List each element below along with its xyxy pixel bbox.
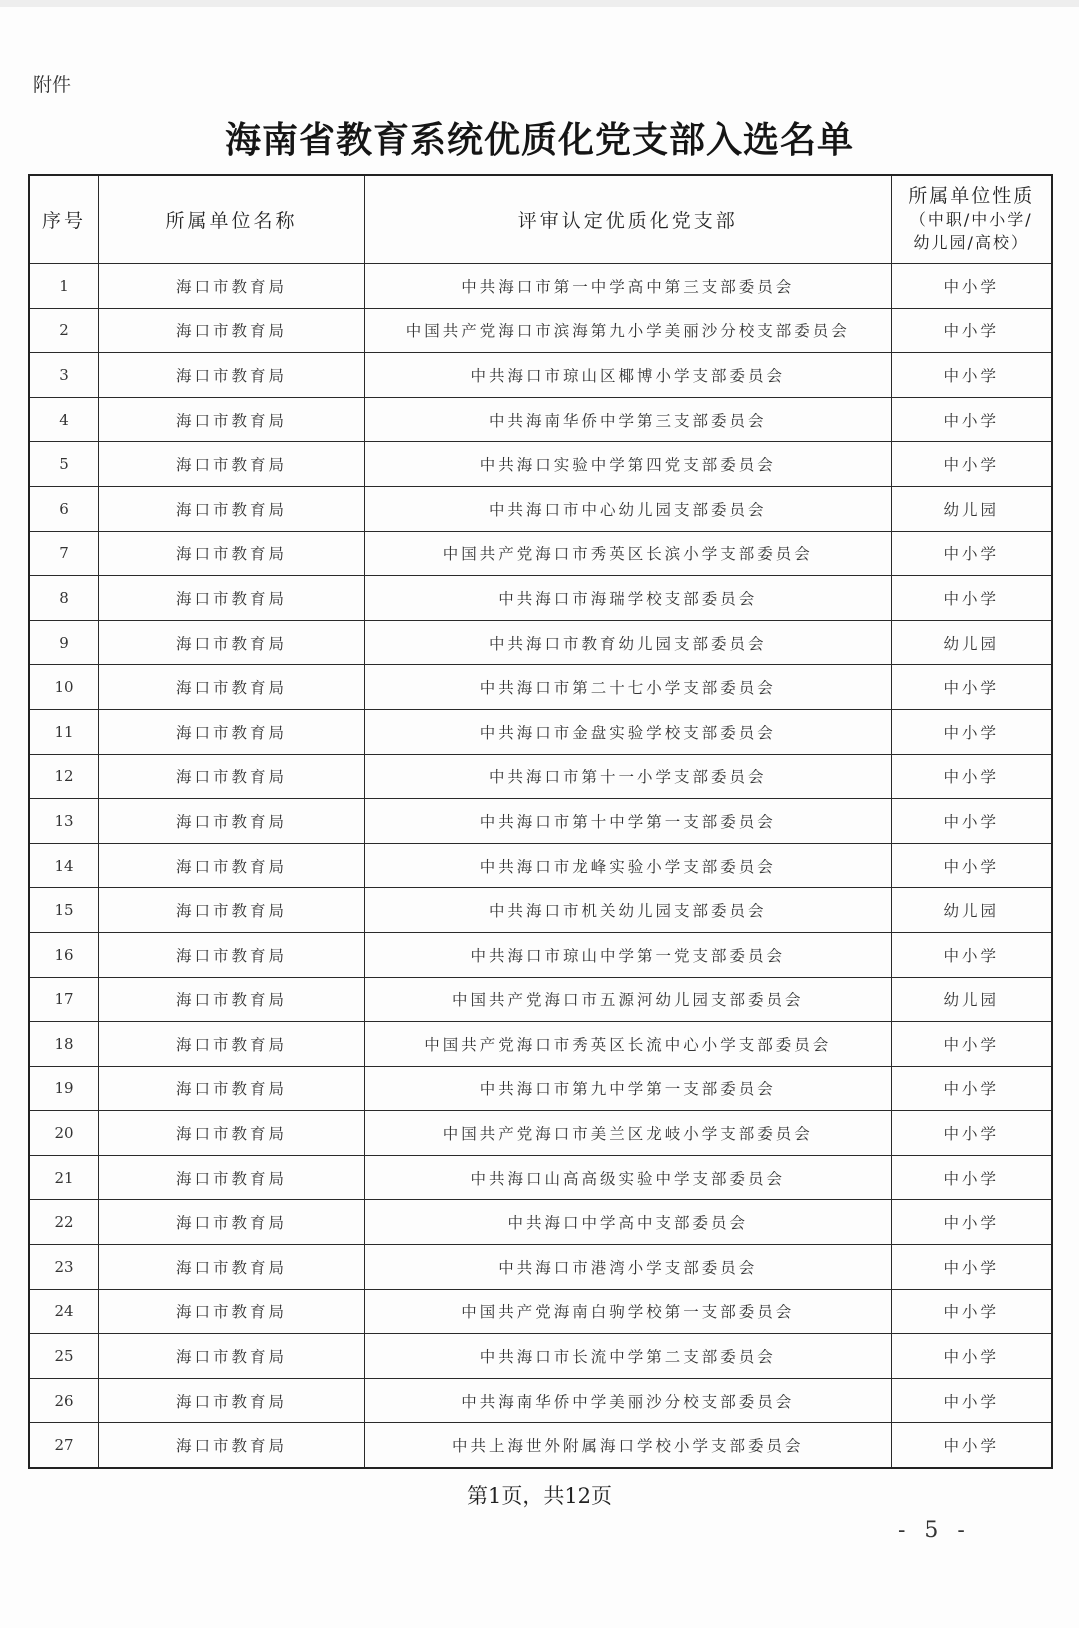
row-unit-name: 海口市教育局 xyxy=(99,442,365,487)
row-unit-type: 中小学 xyxy=(891,353,1052,398)
row-unit-type: 中小学 xyxy=(891,1066,1052,1111)
table-row xyxy=(29,620,1052,665)
row-branch-name: 中共海南华侨中学美丽沙分校支部委员会 xyxy=(364,1378,891,1423)
row-index: 24 xyxy=(29,1289,99,1334)
page-number: - 5 - xyxy=(898,1518,971,1543)
table-row xyxy=(29,888,1052,933)
row-unit-name: 海口市教育局 xyxy=(99,576,365,621)
row-index: 10 xyxy=(29,665,99,710)
table-row xyxy=(29,1111,1052,1156)
row-index: 22 xyxy=(29,1200,99,1245)
table-row xyxy=(29,1378,1052,1423)
row-branch-name: 中共海口市琼山中学第一党支部委员会 xyxy=(364,932,891,977)
row-unit-name: 海口市教育局 xyxy=(99,1200,365,1245)
table-row xyxy=(29,1155,1052,1200)
table-row xyxy=(29,843,1052,888)
row-branch-name: 中国共产党海口市秀英区长滨小学支部委员会 xyxy=(364,531,891,576)
row-index: 19 xyxy=(29,1066,99,1111)
row-branch-name: 中共海口市第十中学第一支部委员会 xyxy=(364,799,891,844)
header-unit-type-line2: （中职/中小学/ xyxy=(909,210,1033,229)
row-index: 7 xyxy=(29,531,99,576)
row-unit-type: 中小学 xyxy=(891,1378,1052,1423)
document-title: 海南省教育系统优质化党支部入选名单 xyxy=(224,120,854,161)
row-index: 6 xyxy=(29,486,99,531)
row-unit-name: 海口市教育局 xyxy=(99,888,365,933)
row-index: 8 xyxy=(29,576,99,621)
table-row xyxy=(29,442,1052,487)
row-branch-name: 中共海口山高高级实验中学支部委员会 xyxy=(364,1155,891,1200)
table-row xyxy=(29,531,1052,576)
row-unit-name: 海口市教育局 xyxy=(99,843,365,888)
row-branch-name: 中共海南华侨中学第三支部委员会 xyxy=(364,397,891,442)
header-unit-type-line3: 幼儿园/高校） xyxy=(913,233,1029,252)
row-branch-name: 中国共产党海口市美兰区龙岐小学支部委员会 xyxy=(364,1111,891,1156)
row-unit-name: 海口市教育局 xyxy=(99,1378,365,1423)
header-unit-name: 所属单位名称 xyxy=(99,175,365,264)
row-unit-name: 海口市教育局 xyxy=(99,486,365,531)
row-branch-name: 中共海口市第十一小学支部委员会 xyxy=(364,754,891,799)
row-index: 17 xyxy=(29,977,99,1022)
row-unit-type: 中小学 xyxy=(891,308,1052,353)
row-unit-name: 海口市教育局 xyxy=(99,353,365,398)
row-index: 26 xyxy=(29,1378,99,1423)
row-unit-name: 海口市教育局 xyxy=(99,1423,365,1468)
row-index: 3 xyxy=(29,353,99,398)
pagination-text: 第1页，共12页 xyxy=(466,1484,613,1508)
table-body xyxy=(29,264,1052,1469)
table-row xyxy=(29,308,1052,353)
row-index: 15 xyxy=(29,888,99,933)
row-index: 4 xyxy=(29,397,99,442)
row-branch-name: 中共海口市第一中学高中第三支部委员会 xyxy=(364,264,891,309)
table-row xyxy=(29,576,1052,621)
row-index: 9 xyxy=(29,620,99,665)
row-index: 25 xyxy=(29,1334,99,1379)
row-unit-type: 中小学 xyxy=(891,709,1052,754)
table-row xyxy=(29,1334,1052,1379)
row-branch-name: 中共海口市海瑞学校支部委员会 xyxy=(364,576,891,621)
row-unit-type: 中小学 xyxy=(891,1111,1052,1156)
row-unit-name: 海口市教育局 xyxy=(99,1022,365,1067)
row-unit-name: 海口市教育局 xyxy=(99,932,365,977)
row-index: 18 xyxy=(29,1022,99,1067)
row-index: 27 xyxy=(29,1423,99,1468)
row-index: 16 xyxy=(29,932,99,977)
row-branch-name: 中共海口市金盘实验学校支部委员会 xyxy=(364,709,891,754)
row-branch-name: 中共海口实验中学第四党支部委员会 xyxy=(364,442,891,487)
row-branch-name: 中共海口市港湾小学支部委员会 xyxy=(364,1245,891,1290)
row-unit-name: 海口市教育局 xyxy=(99,977,365,1022)
row-unit-type: 幼儿园 xyxy=(891,977,1052,1022)
row-unit-type: 中小学 xyxy=(891,264,1052,309)
row-unit-name: 海口市教育局 xyxy=(99,665,365,710)
table-row xyxy=(29,709,1052,754)
row-unit-type: 中小学 xyxy=(891,397,1052,442)
table-row xyxy=(29,665,1052,710)
row-unit-type: 中小学 xyxy=(891,799,1052,844)
table-row xyxy=(29,397,1052,442)
row-branch-name: 中国共产党海口市滨海第九小学美丽沙分校支部委员会 xyxy=(364,308,891,353)
row-index: 23 xyxy=(29,1245,99,1290)
row-unit-type: 中小学 xyxy=(891,932,1052,977)
row-index: 13 xyxy=(29,799,99,844)
table-row xyxy=(29,1066,1052,1111)
row-unit-type: 中小学 xyxy=(891,531,1052,576)
row-unit-name: 海口市教育局 xyxy=(99,709,365,754)
row-unit-type: 中小学 xyxy=(891,442,1052,487)
table-row xyxy=(29,353,1052,398)
row-index: 5 xyxy=(29,442,99,487)
row-unit-name: 海口市教育局 xyxy=(99,1066,365,1111)
table-row xyxy=(29,1423,1052,1468)
table-row xyxy=(29,1289,1052,1334)
row-unit-name: 海口市教育局 xyxy=(99,1245,365,1290)
header-index: 序号 xyxy=(29,175,99,264)
row-index: 2 xyxy=(29,308,99,353)
row-unit-name: 海口市教育局 xyxy=(99,620,365,665)
row-branch-name: 中共海口市琼山区椰博小学支部委员会 xyxy=(364,353,891,398)
table-row xyxy=(29,1245,1052,1290)
row-unit-name: 海口市教育局 xyxy=(99,799,365,844)
row-unit-type: 中小学 xyxy=(891,1245,1052,1290)
row-unit-type: 中小学 xyxy=(891,1200,1052,1245)
header-unit-type xyxy=(891,175,1052,264)
table-row xyxy=(29,754,1052,799)
row-branch-name: 中共海口市第二十七小学支部委员会 xyxy=(364,665,891,710)
row-branch-name: 中国共产党海南白驹学校第一支部委员会 xyxy=(364,1289,891,1334)
row-unit-name: 海口市教育局 xyxy=(99,264,365,309)
row-unit-name: 海口市教育局 xyxy=(99,754,365,799)
attachment-label: 附件 xyxy=(33,74,72,96)
row-unit-name: 海口市教育局 xyxy=(99,1111,365,1156)
row-unit-type: 中小学 xyxy=(891,754,1052,799)
row-unit-type: 中小学 xyxy=(891,665,1052,710)
row-branch-name: 中共海口市龙峰实验小学支部委员会 xyxy=(364,843,891,888)
row-unit-type: 中小学 xyxy=(891,1423,1052,1468)
table-header-row xyxy=(29,175,1052,264)
row-branch-name: 中国共产党海口市秀英区长流中心小学支部委员会 xyxy=(364,1022,891,1067)
row-unit-name: 海口市教育局 xyxy=(99,531,365,576)
row-branch-name: 中共海口市第九中学第一支部委员会 xyxy=(364,1066,891,1111)
row-unit-type: 中小学 xyxy=(891,1289,1052,1334)
row-unit-type: 中小学 xyxy=(891,576,1052,621)
row-index: 11 xyxy=(29,709,99,754)
row-unit-type: 中小学 xyxy=(891,1022,1052,1067)
table-row xyxy=(29,264,1052,309)
row-index: 14 xyxy=(29,843,99,888)
table-row xyxy=(29,1200,1052,1245)
row-branch-name: 中共海口市教育幼儿园支部委员会 xyxy=(364,620,891,665)
row-unit-name: 海口市教育局 xyxy=(99,308,365,353)
header-unit-type-line1: 所属单位性质 xyxy=(908,185,1035,207)
row-unit-type: 中小学 xyxy=(891,1334,1052,1379)
header-branch: 评审认定优质化党支部 xyxy=(364,175,891,264)
row-unit-type: 幼儿园 xyxy=(891,888,1052,933)
table-row xyxy=(29,486,1052,531)
table-row xyxy=(29,977,1052,1022)
table-row xyxy=(29,1022,1052,1067)
row-branch-name: 中共上海世外附属海口学校小学支部委员会 xyxy=(364,1423,891,1468)
candidate-list-table xyxy=(28,174,1053,1469)
row-index: 12 xyxy=(29,754,99,799)
row-unit-name: 海口市教育局 xyxy=(99,1334,365,1379)
row-unit-name: 海口市教育局 xyxy=(99,397,365,442)
row-index: 21 xyxy=(29,1155,99,1200)
row-unit-name: 海口市教育局 xyxy=(99,1289,365,1334)
row-unit-type: 幼儿园 xyxy=(891,486,1052,531)
row-branch-name: 中共海口市中心幼儿园支部委员会 xyxy=(364,486,891,531)
row-branch-name: 中共海口市机关幼儿园支部委员会 xyxy=(364,888,891,933)
table-row xyxy=(29,799,1052,844)
top-bar xyxy=(0,0,1079,7)
row-unit-name: 海口市教育局 xyxy=(99,1155,365,1200)
table-row xyxy=(29,932,1052,977)
row-unit-type: 幼儿园 xyxy=(891,620,1052,665)
row-branch-name: 中共海口市长流中学第二支部委员会 xyxy=(364,1334,891,1379)
row-unit-type: 中小学 xyxy=(891,843,1052,888)
row-index: 1 xyxy=(29,264,99,309)
row-index: 20 xyxy=(29,1111,99,1156)
row-unit-type: 中小学 xyxy=(891,1155,1052,1200)
row-branch-name: 中共海口中学高中支部委员会 xyxy=(364,1200,891,1245)
row-branch-name: 中国共产党海口市五源河幼儿园支部委员会 xyxy=(364,977,891,1022)
